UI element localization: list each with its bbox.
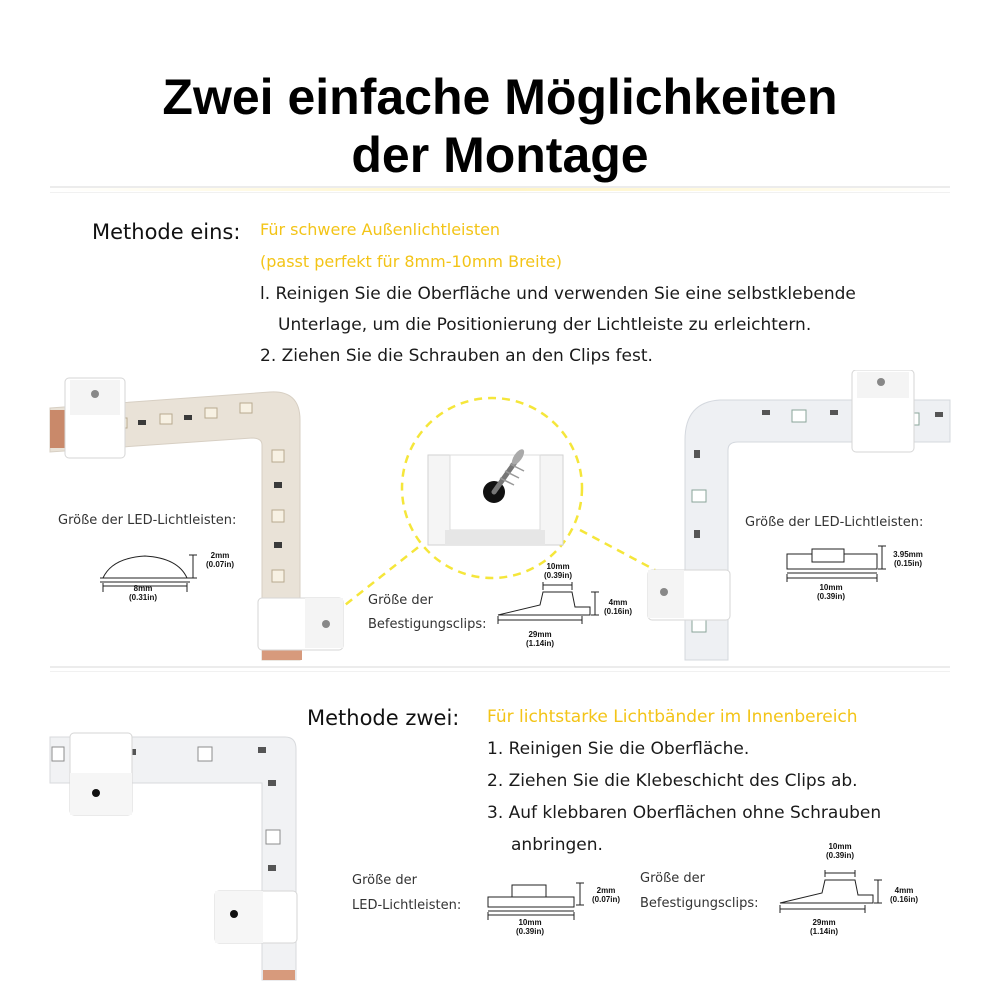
clip-dim-height-in: (0.16in) [603,607,632,616]
method2-label: Methode zwei: [307,706,460,730]
left-bottom-clip [258,598,343,650]
clip-dim-height [600,598,636,616]
clip-dim-top-mm: 10mm [546,562,570,571]
method2-strip-dim-height-mm: 2mm [596,886,616,895]
divider-middle-thin [50,671,950,672]
method1-step1-line1: l. Reinigen Sie die Oberfläche und verwenden Sie eine selbstklebende [260,284,856,304]
indoor-bottom-clip [215,891,297,943]
clip-dim-height-mm: 4mm [608,598,628,607]
method1-step1-line2: Unterlage, um die Positionierung der Lichtleiste zu erleichtern. [278,315,812,335]
screw-icon [91,390,99,398]
method2-illustration [0,725,1000,1000]
method2-strip-label-line1: Größe der [352,873,417,888]
right-strip-profile [787,546,886,582]
method2-accent: Für lichtstarke Lichtbänder im Innenbereich [487,707,858,727]
method2-clip-dim-top-in: (0.39in) [825,851,854,860]
left-top-clip [65,378,125,458]
method2-clip-label-line2: Befestigungsclips: [640,896,759,911]
clip-dim-top [540,562,576,580]
method2-strip-profile [488,883,584,920]
page-title-line2: der Montage [351,127,649,183]
method2-clip-dim-height [884,886,924,904]
right-dim-width [808,583,854,601]
clip-label-line1: Größe der [368,593,433,608]
divider-top-glow [50,188,950,191]
page-title-line1: Zwei einfache Möglichkeiten [162,69,838,125]
clip-detail-zoom [345,398,655,605]
screw-icon [322,620,330,628]
method2-clip-dim-top [822,842,858,860]
method2-clip-dim-top-mm: 10mm [828,842,852,851]
method2-clip-label-line1: Größe der [640,871,705,886]
left-dim-height-in: (0.07in) [205,560,234,569]
clip-dim-top-in: (0.39in) [543,571,572,580]
left-dim-width-in: (0.31in) [128,593,157,602]
method2-clip-dim-width-in: (1.14in) [809,927,838,936]
method2-clip-dim-height-in: (0.16in) [889,895,918,904]
right-dim-height-mm: 3.95mm [893,550,923,559]
method2-step3-line1: 3. Auf klebbaren Oberflächen ohne Schrauben [487,803,882,823]
right-top-clip [852,370,914,452]
clip-dim-width [520,630,560,648]
screw-icon [660,588,668,596]
left-size-label: Größe der LED-Lichtleisten: [58,513,237,528]
method2-strip-dim-height-in: (0.07in) [591,895,620,904]
method2-clip-profile [780,870,882,913]
method2-clip-dim-width [804,918,844,936]
adhesive-dot-icon [230,910,238,918]
adhesive-dot-icon [92,789,100,797]
left-dim-width [118,584,168,602]
method2-strip-dim-height [588,886,624,904]
right-dim-height-in: (0.15in) [893,559,922,568]
method2-strip-dim-width-mm: 10mm [518,918,542,927]
clip-dim-width-mm: 29mm [528,630,552,639]
method1-label: Methode eins: [92,220,241,244]
method2-strip-dim-width-in: (0.39in) [515,927,544,936]
method2-step2: 2. Ziehen Sie die Klebeschicht des Clips ab. [487,771,858,791]
method1-step2: 2. Ziehen Sie die Schrauben an den Clips fest. [260,346,653,366]
screw-icon [877,378,885,386]
clip-dim-width-in: (1.14in) [525,639,554,648]
method2-clip-dim-width-mm: 29mm [812,918,836,927]
right-dim-width-in: (0.39in) [816,592,845,601]
divider-middle [50,666,950,668]
method2-step1: 1. Reinigen Sie die Oberfläche. [487,739,750,759]
clip-profile-diagram [498,582,599,624]
method1-accent-line1: Für schwere Außenlichtleisten [260,220,501,239]
left-dim-height [202,551,238,569]
right-dim-width-mm: 10mm [819,583,843,592]
method2-clip-dim-height-mm: 4mm [894,886,914,895]
method2-strip-dim-width [508,918,552,936]
left-dim-height-mm: 2mm [210,551,230,560]
method1-accent-line2: (passt perfekt für 8mm-10mm Breite) [260,252,562,271]
divider-top-thin [50,192,950,193]
method2-strip-label-line2: LED-Lichtleisten: [352,898,462,913]
right-size-label: Größe der LED-Lichtleisten: [745,515,924,530]
method2-step3-line2: anbringen. [511,835,603,855]
clip-label-line2: Befestigungsclips: [368,617,487,632]
right-dim-height [886,550,930,568]
indoor-top-clip [70,733,132,815]
right-bottom-clip [648,570,730,620]
left-dim-width-mm: 8mm [133,584,153,593]
